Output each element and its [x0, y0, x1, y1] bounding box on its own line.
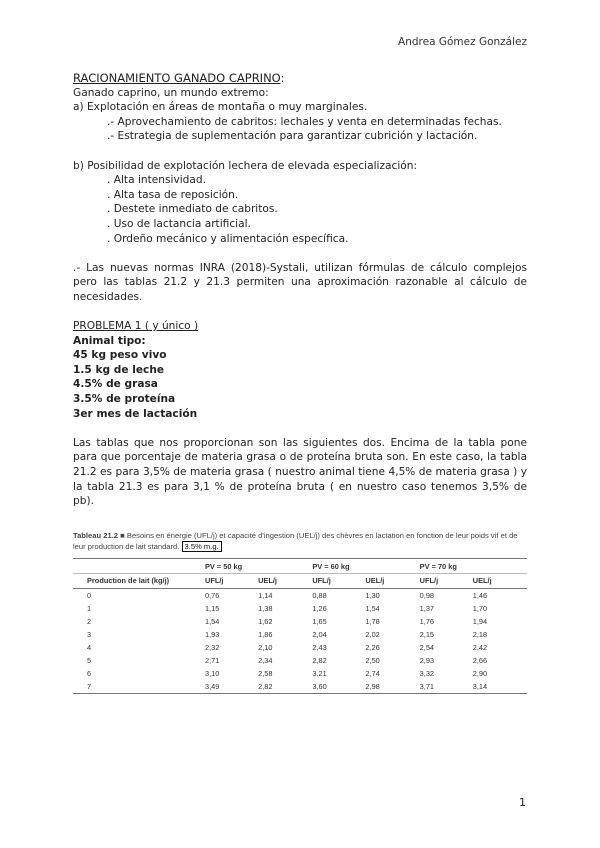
table-cell: 2,02: [365, 630, 380, 639]
table-cell: 1,76: [419, 617, 435, 626]
table-cell: 2,74: [365, 669, 380, 678]
table-cell: 2,93: [419, 656, 435, 665]
animal-trait: 3er mes de lactación: [73, 407, 198, 420]
column-header: UFL/j: [420, 574, 473, 589]
column-header: UEL/j: [258, 574, 312, 589]
animal-trait: 4.5% de grasa: [73, 378, 158, 391]
column-header: UFL/j: [205, 574, 258, 589]
table-cell: 0,88: [312, 591, 327, 600]
body-content: [73, 71, 527, 509]
animal-label: Animal tipo:: [73, 334, 146, 347]
group-header: PV = 70 kg: [420, 559, 527, 574]
section-b-item: . Ordeño mecánico y alimentación específica.: [107, 232, 349, 245]
section-a: a) Explotación en áreas de montaña o muy marginales.: [73, 101, 368, 114]
table-cell: 3,21: [312, 669, 327, 678]
table-row: [73, 628, 527, 641]
section-a-item: .- Aprovechamiento de cabritos: lechales y venta en determinadas fechas.: [107, 115, 502, 128]
table-caption-label: Tableau 21.2: [73, 531, 119, 540]
table-row: [73, 680, 527, 694]
table-group-header-row: [73, 559, 527, 574]
section-b: b) Posibilidad de explotación lechera de elevada especialización:: [73, 159, 418, 172]
table-cell: 2,15: [419, 630, 435, 639]
milk-production-cell: 6: [87, 669, 92, 678]
page-number: 1: [519, 796, 526, 809]
column-header: UFL/j: [312, 574, 365, 589]
table-cell: 1,46: [472, 591, 488, 600]
table-cell: 1,14: [258, 591, 273, 600]
section-a-item: .- Estrategia de suplementación para garantizar cubrición y lactación.: [107, 130, 478, 143]
title-text: RACIONAMIENTO GANADO CAPRINO: [73, 71, 281, 85]
animal-trait: 45 kg peso vivo: [73, 349, 167, 362]
section-b-item: . Destete inmediato de cabritos.: [107, 203, 278, 216]
requirements-table: [73, 558, 527, 694]
intro-line: Ganado caprino, un mundo extremo:: [73, 86, 269, 99]
table-cell: 2,04: [312, 630, 327, 639]
column-header: UEL/j: [365, 574, 419, 589]
table-cell: 2,71: [205, 656, 220, 665]
table-cell: 1,26: [312, 604, 327, 613]
table-cell: 3,14: [473, 680, 527, 694]
milk-production-cell: 1: [87, 604, 92, 613]
row-header: Production de lait (kg/j): [73, 574, 205, 589]
table-cell: 2,26: [365, 643, 380, 652]
column-header: UEL/j: [473, 574, 527, 589]
section-b-item: . Alta intensividad.: [107, 174, 206, 187]
table-cell: 3,49: [205, 680, 258, 694]
table-cell: 2,58: [258, 669, 273, 678]
table-cell: 2,42: [472, 643, 488, 652]
table-body: [73, 589, 527, 694]
animal-trait: 3.5% de proteína: [73, 393, 176, 406]
table-cell: 2,54: [419, 643, 435, 652]
milk-production-cell: 0: [87, 591, 92, 600]
bullet-square-icon: ■: [120, 531, 125, 540]
table-cell: 3,71: [420, 680, 473, 694]
table-cell: 2,50: [365, 656, 380, 665]
table-cell: 3,32: [419, 669, 435, 678]
table-cell: 1,38: [258, 604, 273, 613]
animal-trait: 1.5 kg de leche: [73, 363, 165, 376]
table-cell: 1,86: [258, 630, 273, 639]
milk-production-cell: 5: [87, 656, 92, 665]
table-cell: 1,15: [205, 604, 220, 613]
milk-production-cell: 2: [87, 617, 92, 626]
table-cell: 2,90: [472, 669, 488, 678]
explanation-paragraph: Las tablas que nos proporcionan son las siguientes dos. Encima de la tabla pone para que porcentaje de materia grasa o de proteína bruta son. En este caso, la tabla 21.2 es para 3,5% de materia grasa ( nuestro animal tiene 4,5% de materia grasa ) y la tabla 21.3 es para 3,1 % de proteína bruta ( en nuestro caso tenemos 3,5% de pb).: [73, 436, 527, 508]
group-header: PV = 50 kg: [205, 559, 312, 574]
table-caption: [73, 530, 527, 552]
section-b-item: . Alta tasa de reposición.: [107, 188, 239, 201]
table-row: [73, 602, 527, 615]
table-cell: 2,10: [258, 643, 273, 652]
table-cell: 2,32: [205, 643, 220, 652]
table-row: [73, 615, 527, 628]
table-cell: 1,62: [258, 617, 273, 626]
table-cell: 3,10: [205, 669, 220, 678]
table-row: [73, 654, 527, 667]
milk-production-cell: 7: [73, 680, 205, 694]
table-row: [73, 589, 527, 603]
table-cell: 1,70: [472, 604, 488, 613]
table-cell: 2,98: [365, 680, 419, 694]
table-cell: 2,82: [258, 680, 312, 694]
milk-production-cell: 4: [87, 643, 92, 652]
group-header: PV = 60 kg: [312, 559, 419, 574]
title-suffix: :: [280, 71, 285, 85]
table-cell: 0,76: [205, 591, 220, 600]
table-cell: 1,94: [472, 617, 488, 626]
table-cell: 2,34: [258, 656, 273, 665]
fat-content-highlight: 3.5% m.g.: [182, 541, 222, 552]
table-cell: 1,37: [419, 604, 435, 613]
table-sub-header-row: [73, 574, 527, 589]
table-cell: 1,54: [365, 604, 380, 613]
table-cell: 2,43: [312, 643, 327, 652]
table-cell: 1,54: [205, 617, 220, 626]
table-row: [73, 641, 527, 654]
norms-paragraph: .- Las nuevas normas INRA (2018)-Systali, utilizan fórmulas de cálculo complejos pero las tablas 21.2 y 21.3 permiten una aproximación razonable al cálculo de necesidades.: [73, 261, 527, 303]
table-cell: 1,78: [365, 617, 380, 626]
table-cell: 2,18: [472, 630, 488, 639]
table-cell: 1,93: [205, 630, 220, 639]
section-b-item: . Uso de lactancia artificial.: [107, 217, 251, 230]
table-cell: 2,66: [472, 656, 488, 665]
table-caption-text: Besoins en énergie (UFL/j) et capacité d'ingestion (UEL/j) des chèvres en lactation en fonction de leur poids vif et de leur production de lait standard.: [73, 531, 518, 551]
author-header: Andrea Gómez González: [398, 36, 527, 48]
table-cell: 0,98: [419, 591, 435, 600]
table-cell: 1,65: [312, 617, 327, 626]
table-cell: 1,30: [365, 591, 380, 600]
table-cell: 3,60: [312, 680, 365, 694]
table-row: [73, 667, 527, 680]
problem-heading: PROBLEMA 1 ( y único ): [73, 320, 199, 333]
table-figure: [73, 530, 527, 694]
table-cell: 2,82: [312, 656, 327, 665]
document-title: [73, 71, 527, 86]
milk-production-cell: 3: [87, 630, 92, 639]
